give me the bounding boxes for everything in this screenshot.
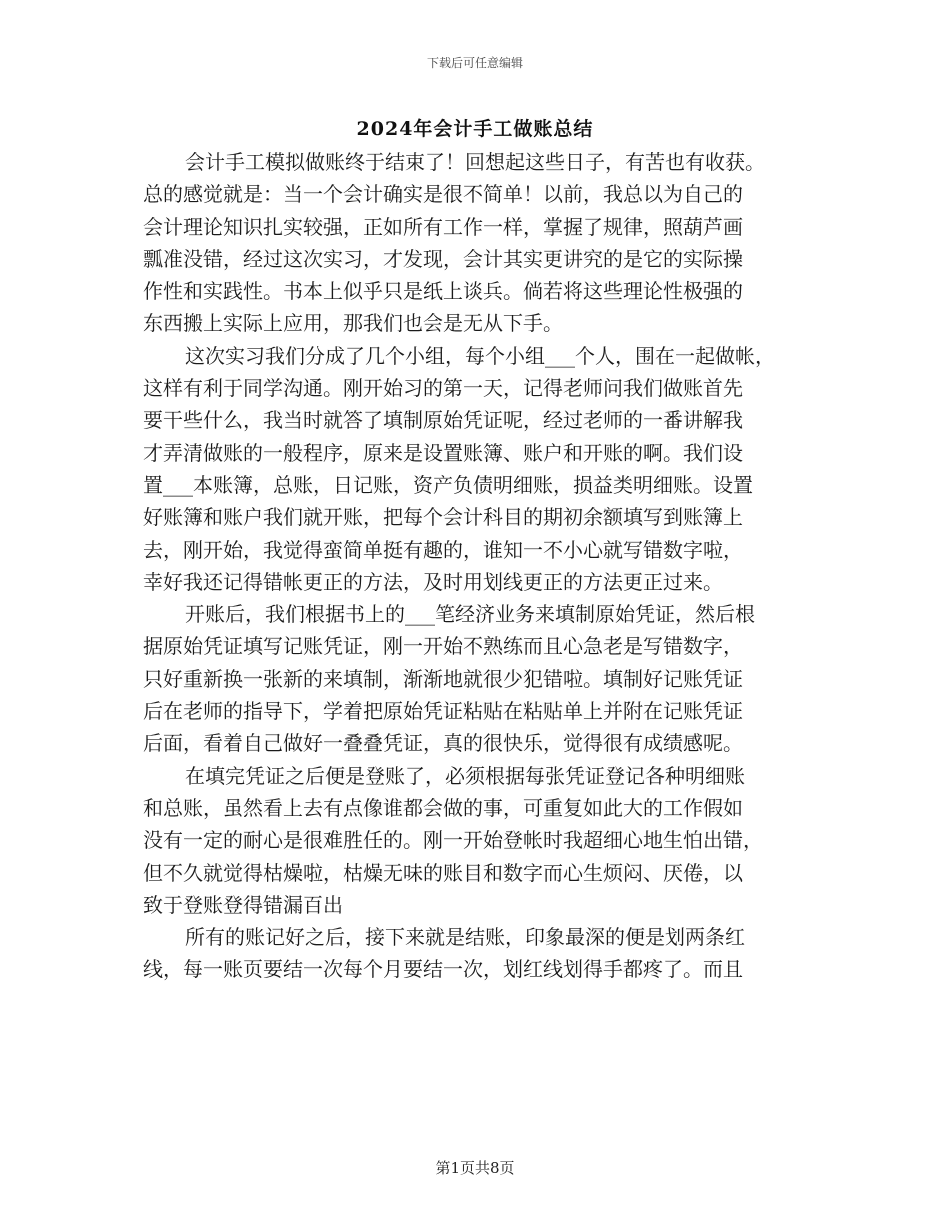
paragraph-line: 没有一定的耐心是很难胜任的。刚一开始登帐时我超细心地生怕出错， [143,828,763,853]
page-number: 第1页共8页 [435,1159,515,1177]
paragraph-first-line: 会计手工模拟做账终于结束了！回想起这些日子，有苦也有收获。 [185,150,765,174]
paragraph-line: 幸好我还记得错帐更正的方法，及时用划线更正的方法更正过来。 [143,569,723,594]
document-title: 2024年会计手工做账总结 [356,118,594,140]
paragraph-first-line: 在填完凭证之后便是登账了，必须根据每张凭证登记各种明细账 [185,763,745,788]
paragraph-line: 后在老师的指导下，学着把原始凭证粘贴在粘贴单上并附在记账凭证 [143,699,743,724]
paragraph-line: 致于登账登得错漏百出 [143,892,343,917]
paragraph-line: 置___本账簿，总账，日记账，资产负债明细账，损益类明细账。设置 [143,472,753,497]
paragraph-line: 好账簿和账户我们就开账，把每个会计科目的期初余额填写到账簿上 [143,505,743,530]
paragraph-line: 作性和实践性。书本上似乎只是纸上谈兵。倘若将这些理论性极强的 [143,279,743,304]
paragraph-line: 会计理论知识扎实较强，正如所有工作一样，掌握了规律，照葫芦画 [143,214,743,239]
paragraph-line: 和总账，虽然看上去有点像谁都会做的事，可重复如此大的工作假如 [143,795,743,820]
paragraph-line: 总的感觉就是：当一个会计确实是很不简单！以前，我总以为自己的 [143,182,743,207]
paragraph-first-line: 开账后，我们根据书上的___笔经济业务来填制原始凭证，然后根 [185,602,755,627]
paragraph-line: 这样有利于同学沟通。刚开始习的第一天，记得老师问我们做账首先 [143,376,743,401]
paragraph-line: 后面，看着自己做好一叠叠凭证，真的很快乐，觉得很有成绩感呢。 [143,731,743,756]
page-header-note: 下载后可任意编辑 [426,56,523,70]
paragraph-line: 但不久就觉得枯燥啦，枯燥无味的账目和数字而心生烦闷、厌倦，以 [143,860,743,885]
paragraph-line: 才弄清做账的一般程序，原来是设置账簿、账户和开账的啊。我们设 [143,440,743,465]
paragraph-line: 只好重新换一张新的来填制，渐渐地就很少犯错啦。填制好记账凭证 [143,666,743,691]
paragraph-line: 东西搬上实际上应用，那我们也会是无从下手。 [143,311,563,336]
paragraph-line: 去，刚开始，我觉得蛮简单挺有趣的，谁知一不小心就写错数字啦， [143,537,743,562]
paragraph-line: 要干些什么，我当时就答了填制原始凭证呢，经过老师的一番讲解我 [143,408,743,433]
paragraph-line: 线，每一账页要结一次每个月要结一次，划红线划得手都疼了。而且 [143,957,743,982]
document-body [143,146,811,986]
paragraph-line: 据原始凭证填写记账凭证，刚一开始不熟练而且心急老是写错数字， [143,634,743,659]
paragraph-first-line: 所有的账记好之后，接下来就是结账，印象最深的便是划两条红 [185,925,745,950]
paragraph-line: 瓢准没错，经过这次实习，才发现，会计其实更讲究的是它的实际操 [143,246,743,271]
paragraph-first-line: 这次实习我们分成了几个小组，每个小组___个人，围在一起做帐， [185,343,775,368]
